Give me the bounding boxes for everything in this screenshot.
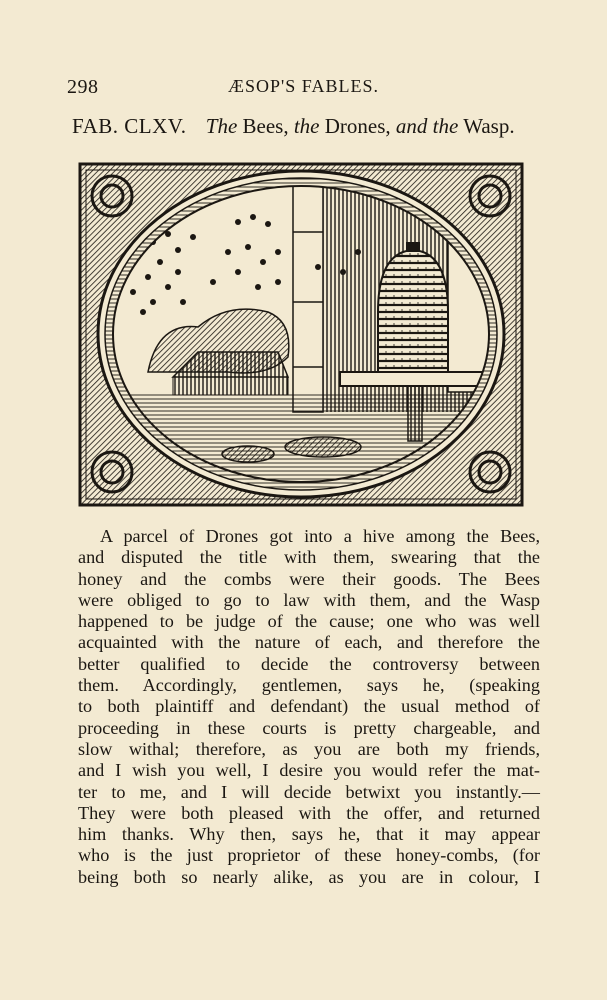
title-word: Drones, bbox=[324, 114, 391, 138]
text-line: being both so nearly alike, as you are in colour, I bbox=[78, 866, 540, 887]
woodcut-illustration bbox=[78, 162, 524, 507]
text-line: and I wish you well, I desire you would refer the mat- bbox=[78, 760, 540, 781]
text-line: and disputed the title with them, swearing that the bbox=[78, 547, 540, 568]
fable-number: FAB. CLXV. bbox=[72, 114, 187, 138]
text-line: proceeding in these courts is pretty chargeable, and bbox=[78, 717, 540, 738]
title-word: Bees, bbox=[242, 114, 289, 138]
text-line: him thanks. Why then, says he, that it may appear bbox=[78, 824, 540, 845]
text-line: They were both pleased with the offer, and returned bbox=[78, 802, 540, 823]
title-word: The bbox=[205, 114, 238, 138]
text-line: better qualified to decide the controversy between bbox=[78, 653, 540, 674]
text-line: them. Accordingly, gentlemen, says he, (speaking bbox=[78, 675, 540, 696]
text-line: to both plaintiff and defendant) the usual method of bbox=[78, 696, 540, 717]
running-head: ÆSOP'S FABLES. bbox=[228, 76, 379, 96]
fable-body bbox=[78, 526, 540, 888]
text-line: who is the just proprietor of these honey-combs, (for bbox=[78, 845, 540, 866]
text-line: acquainted with the nature of each, and therefore the bbox=[78, 632, 540, 653]
text-line: happened to be judge of the cause; one who was well bbox=[78, 611, 540, 632]
text-line: were obliged to go to law with them, and the Wasp bbox=[78, 589, 540, 610]
fable-heading bbox=[72, 114, 515, 139]
fable-title bbox=[206, 114, 515, 138]
page-number: 298 bbox=[67, 76, 99, 98]
text-line: A parcel of Drones got into a hive among the Bees, bbox=[100, 526, 540, 546]
text-line: slow withal; therefore, as you are both my friends, bbox=[78, 738, 540, 759]
text-line: honey and the combs were their goods. The Bees bbox=[78, 568, 540, 589]
title-word: the bbox=[293, 114, 320, 138]
text-line: ter to me, and I will decide betwixt you instantly.— bbox=[78, 781, 540, 802]
title-word: Wasp. bbox=[463, 114, 515, 138]
title-word: and the bbox=[395, 114, 459, 138]
